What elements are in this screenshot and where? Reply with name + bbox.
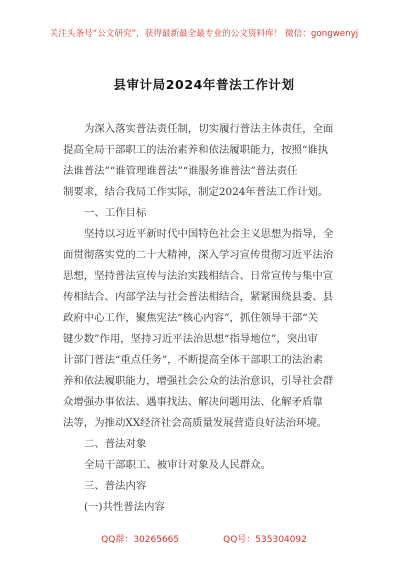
body-line: 法谁普法”“谁管理谁普法”“谁服务谁普法”普法责任 xyxy=(63,165,298,177)
body-line: 众增强办事依法、遇事找法、解决问题用法、化解矛盾靠 xyxy=(63,396,323,408)
body-line: 面贯彻落实党的二十大精神，深入学习宣传贯彻习近平法治 xyxy=(63,249,334,261)
promo-banner: 关注头条号“公文研究”，获得最新最全最专业的公文资料库！ 微信：gongwenyj xyxy=(49,29,359,39)
body-line: 键少数”作用，坚持习近平法治思想“指导地位”，突出审 xyxy=(63,333,318,345)
document-title: 县审计局2024年普法工作计划 xyxy=(113,77,295,92)
body-line: 一、工作目标 xyxy=(84,207,147,219)
body-line: 法等，为推动XX经济社会高质量发展营造良好法治环境。 xyxy=(63,417,328,429)
body-line: 计部门普法“重点任务”，不断提高全体干部职工的法治素 xyxy=(63,354,323,366)
body-line: 制要求，结合我局工作实际，制定2024年普法工作计划。 xyxy=(63,186,329,198)
contact-footer xyxy=(0,532,408,545)
body-line: 全局干部职工、被审计对象及人民群众。 xyxy=(84,459,272,471)
body-line: 为深入落实普法责任制，切实履行普法主体责任，全面 xyxy=(84,123,334,135)
body-line: 三、普法内容 xyxy=(84,480,147,492)
qq-group-number: QQ群：30265665 xyxy=(101,535,180,545)
body-line: 思想，坚持普法宣传与法治实践相结合、日常宣传与集中宣 xyxy=(63,270,334,282)
body-line: 提高全局干部职工的法治素养和依法履职能力，按照“谁执 xyxy=(63,144,329,156)
qq-account-number: QQ号：535304092 xyxy=(223,535,307,545)
body-line: 养和依法履职能力，增强社会公众的法治意识，引导社会群 xyxy=(63,375,334,387)
document-body xyxy=(63,119,348,518)
body-line: 传相结合、内部学法与社会普法相结合，紧紧围绕县委、县 xyxy=(63,291,334,303)
body-line: 政府中心工作，聚焦宪法“核心内容”，抓住领导干部“关 xyxy=(63,312,318,324)
body-line: 坚持以习近平新时代中国特色社会主义思想为指导，全 xyxy=(84,228,334,240)
body-line: (一)共性普法内容 xyxy=(84,501,165,513)
body-line: 二、普法对象 xyxy=(84,438,147,450)
